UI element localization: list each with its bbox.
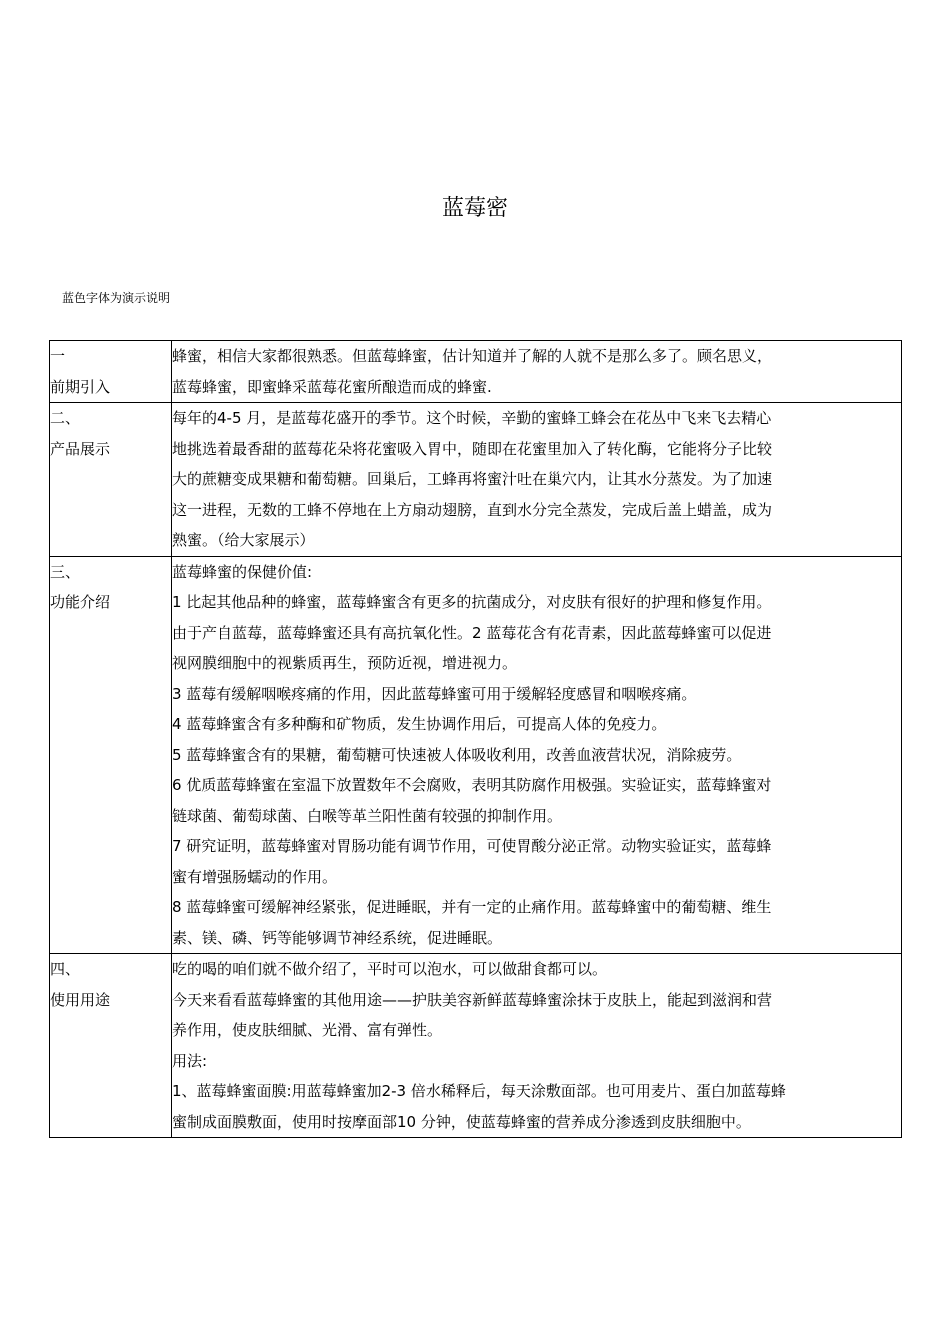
content-line: 蜂蜜，相信大家都很熟悉。但蓝莓蜂蜜，估计知道并了解的人就不是那么多了。顾名思义， [172,347,773,365]
content-line: 8 蓝莓蜂蜜可缓解神经紧张，促进睡眠，并有一定的止痛作用。蓝莓蜂蜜中的葡萄糖、维生 [172,898,772,916]
section-number: 二、 [50,409,81,427]
content-line: 6 优质蓝莓蜂蜜在室温下放置数年不会腐败，表明其防腐作用极强。实验证实，蓝莓蜂蜜对 [172,776,772,794]
content-line: 蓝莓蜂蜜的保健价值: [172,562,313,581]
section-label-cell [50,954,172,1138]
content-line: 这一进程，无数的工蜂不停地在上方扇动翅膀，直到水分完全蒸发，完成后盖上蜡盖，成为 [172,500,773,519]
section-heading: 产品展示 [50,439,111,458]
section-heading: 使用用途 [50,990,111,1009]
content-table [49,340,902,1138]
instruction-note: 蓝色字体为演示说明 [62,291,171,305]
content-line: 由于产自蓝莓，蓝莓蜂蜜还具有高抗氧化性。2 蓝莓花含有花青素，因此蓝莓蜂蜜可以促进 [172,623,772,642]
table-body [50,341,902,1138]
content-line: 养作用，使皮肤细腻、光滑、富有弹性。 [172,1021,443,1039]
section-row [50,556,902,954]
content-line: 熟蜜。（给大家展示） [172,531,315,549]
section-label-cell [50,403,172,557]
content-line: 素、镁、磷、钙等能够调节神经系统，促进睡眠。 [172,928,503,947]
title-text: 蓝莓密 [441,196,508,221]
content-line: 大的蔗糖变成果糖和葡萄糖。回巢后，工蜂再将蜜汁吐在巢穴内，让其水分蒸发。为了加速 [172,470,773,488]
content-line: 3 蓝莓有缓解咽喉疼痛的作用，因此蓝莓蜂蜜可用于缓解轻度感冒和咽喉疼痛。 [172,684,697,703]
section-label-cell [50,341,172,403]
content-line: 5 蓝莓蜂蜜含有的果糖，葡萄糖可快速被人体吸收利用，改善血液营状况，消除疲劳。 [172,745,742,764]
section-number: 四、 [50,960,81,978]
section-row [50,403,902,557]
section-content-cell [172,556,902,954]
content-line: 7 研究证明，蓝莓蜂蜜对胃肠功能有调节作用，可使胃酸分泌正常。动物实验证实，蓝莓蜂 [172,837,772,855]
section-heading: 功能介绍 [50,593,111,611]
content-line: 4 蓝莓蜂蜜含有多种酶和矿物质，发生协调作用后，可提高人体的免疫力。 [172,715,667,733]
section-content-cell [172,341,902,403]
content-line: 蜜有增强肠蠕动的作用。 [172,867,338,886]
content-line: 1 比起其他品种的蜂蜜，蓝莓蜂蜜含有更多的抗菌成分，对皮肤有很好的护理和修复作用。 [172,593,772,611]
section-row [50,954,902,1138]
section-number: 三、 [50,562,81,581]
content-line: 每年的4-5 月，是蓝莓花盛开的季节。这个时候，辛勤的蜜蜂工蜂会在花丛中飞来飞去精心 [172,409,772,427]
section-content-cell [172,954,902,1138]
content-line: 蓝莓蜂蜜，即蜜蜂采蓝莓花蜜所酿造而成的蜂蜜. [172,377,492,396]
content-line: 蜜制成面膜敷面，使用时按摩面部10 分钟，使蓝莓蜂蜜的营养成分渗透到皮肤细胞中。 [172,1112,751,1131]
content-line: 地挑选着最香甜的蓝莓花朵将花蜜吸入胃中，随即在花蜜里加入了转化酶，它能将分子比较 [172,439,773,458]
content-line: 视网膜细胞中的视紫质再生，预防近视，增进视力。 [172,654,518,672]
content-line: 链球菌、葡萄球菌、白喉等革兰阳性菌有较强的抑制作用。 [172,806,563,825]
content-line: 吃的喝的咱们就不做介绍了，平时可以泡水，可以做甜食都可以。 [172,960,608,978]
section-number: 一 [50,347,66,365]
section-row [50,341,902,403]
section-heading: 前期引入 [50,377,111,396]
content-line: 今天来看看蓝莓蜂蜜的其他用途——护肤美容新鲜蓝莓蜂蜜涂抹于皮肤上，能起到滋润和营 [172,990,773,1009]
page-title [0,192,950,226]
content-line: 用法: [172,1051,208,1070]
section-label-cell [50,556,172,954]
content-line: 1、蓝莓蜂蜜面膜:用蓝莓蜂蜜加2-3 倍水稀释后，每天涂敷面部。也可用麦片、蛋白加蓝莓蜂 [172,1082,786,1100]
section-content-cell [172,403,902,557]
